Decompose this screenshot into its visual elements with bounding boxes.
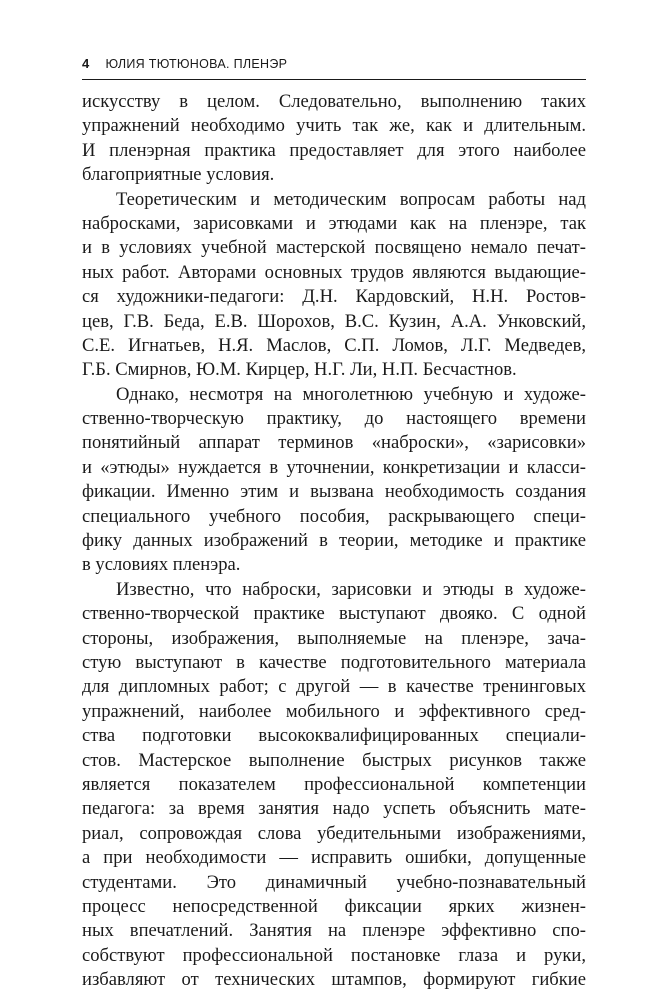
body-text [82,90,586,992]
text-line: цев, Г.В. Беда, Е.В. Шорохов, В.С. Кузин, А.А. Унковский, [82,310,586,332]
text-line: педагога: за время занятия надо успеть объяснить мате- [82,798,586,820]
paragraph [82,90,586,188]
text-line: студентами. Это динамичный учебно-познавательный [82,871,586,893]
text-line: ственно-творческую практику, до настоящего времени [82,408,586,430]
text-line: упражнений необходимо учить так же, как и длительным. [82,115,586,137]
header-rule [82,79,586,80]
text-line: ных работ. Авторами основных трудов являются выдающие- [82,261,586,283]
text-line: стов. Мастерское выполнение быстрых рисунков также [82,749,586,771]
running-head [82,56,586,76]
paragraph [82,383,586,578]
text-line: Известно, что наброски, зарисовки и этюды в художе- [116,578,586,600]
text-line: фику данных изображений в теории, методике и практике [82,530,586,552]
text-line: для дипломных работ; с другой — в качестве тренинговых [82,676,586,698]
text-line: фикации. Именно этим и вызвана необходимость создания [82,481,586,503]
text-line: И пленэрная практика предоставляет для этого наиболее [82,139,586,161]
text-line: процесс непосредственной фиксации ярких жизнен- [82,895,586,917]
text-line: ственно-творческой практике выступают двояко. С одной [82,603,586,625]
text-line: риал, сопровождая слова убедительными изображениями, [82,822,586,844]
text-line: и в условиях учебной мастерской посвящено немало печат- [82,237,586,259]
paragraph [82,188,586,383]
text-line: а при необходимости — исправить ошибки, допущенные [82,847,586,869]
paragraph [82,578,586,993]
text-line: ся художники-педагоги: Д.Н. Кардовский, Н.Н. Ростов- [82,286,586,308]
page-number: 4 [82,56,90,71]
text-line: в условиях пленэра. [82,554,241,576]
text-line: и «этюды» нуждается в уточнении, конкретизации и класси- [82,456,586,478]
text-line: упражнений, наиболее мобильного и эффективного сред- [82,700,586,722]
text-line: искусству в целом. Следовательно, выполнению таких [82,91,586,112]
text-line: специального учебного пособия, раскрывающего специ- [82,505,586,527]
text-line: набросками, зарисовками и этюдами как на пленэре, так [82,212,586,234]
text-line: избавляют от технических штампов, формируют гибкие [82,969,586,991]
text-line: стороны, изображения, выполняемые на пленэре, зача- [82,627,586,649]
text-line: Г.Б. Смирнов, Ю.М. Кирцер, Н.Г. Ли, Н.П. Бесчастнов. [82,359,517,381]
text-line: собствуют профессиональной постановке глаза и руки, [82,944,586,966]
text-line: Теоретическим и методическим вопросам работы над [116,188,586,210]
running-title: ЮЛИЯ ТЮТЮНОВА. ПЛЕНЭР [105,57,288,71]
text-line: является показателем профессиональной компетенции [82,773,586,795]
text-line: благоприятные условия. [82,164,275,186]
text-line: Однако, несмотря на многолетнюю учебную и художе- [116,383,586,405]
text-line: С.Е. Игнатьев, Н.Я. Маслов, С.П. Ломов, Л.Г. Медведев, [82,334,586,356]
text-line: понятийный аппарат терминов «наброски», «зарисовки» [82,432,586,454]
text-line: стую выступают в качестве подготовительного материала [82,651,586,673]
text-line: ства подготовки высококвалифицированных специали- [82,725,586,747]
text-line: ных впечатлений. Занятия на пленэре эффективно спо- [82,920,586,942]
